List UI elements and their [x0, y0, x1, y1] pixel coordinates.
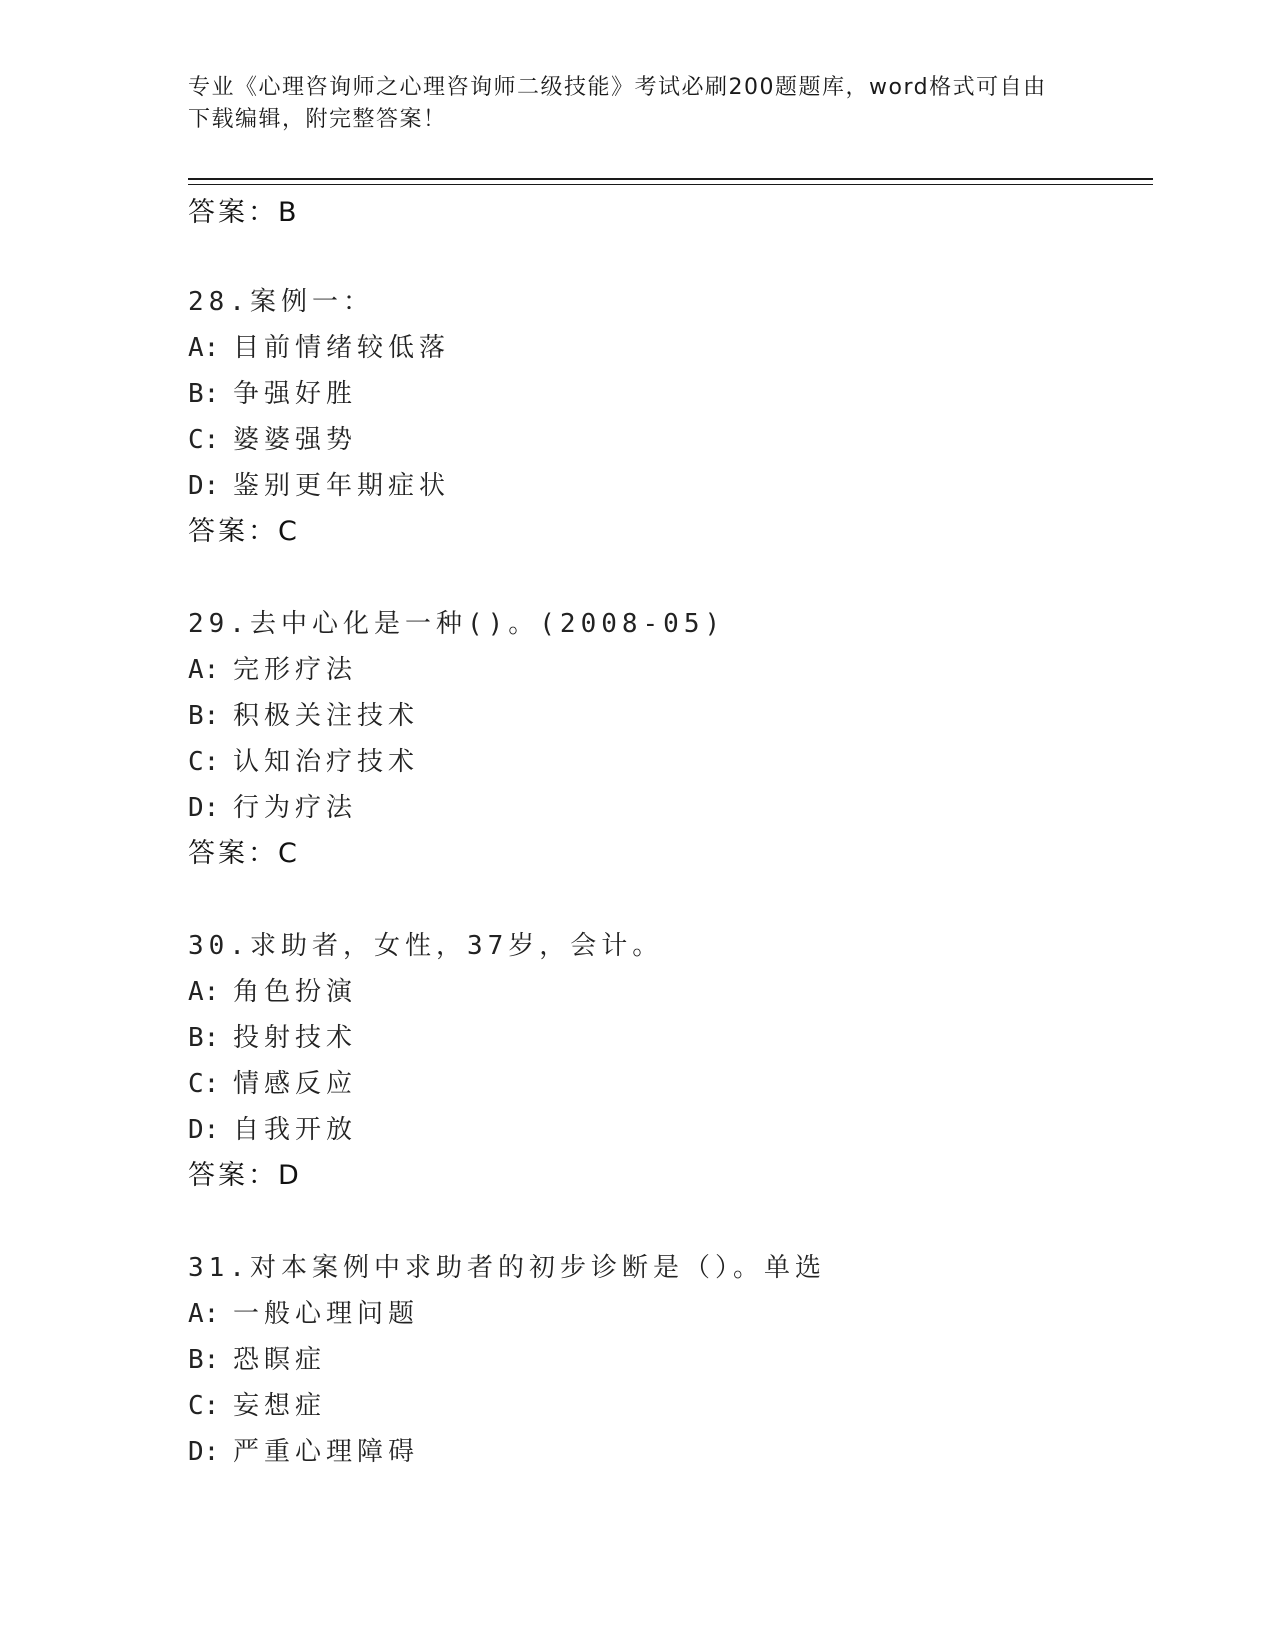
option-d [188, 1429, 1148, 1475]
option-a [188, 325, 1148, 371]
option-b [188, 1337, 1148, 1383]
option-letter: D: [188, 471, 220, 501]
header-rule-thick [188, 178, 1153, 180]
option-text: 行为疗法 [233, 793, 358, 823]
option-d [188, 1107, 1148, 1153]
option-text: 严重心理障碍 [233, 1437, 420, 1467]
option-text: 自我开放 [233, 1115, 358, 1145]
spacer [188, 555, 1148, 601]
question-block [188, 601, 1148, 877]
option-d [188, 463, 1148, 509]
option-text: 婆婆强势 [233, 425, 358, 455]
option-text: 投射技术 [233, 1023, 358, 1053]
option-text: 争强好胜 [233, 379, 358, 409]
option-letter: B: [188, 379, 220, 409]
option-letter: C: [188, 747, 220, 777]
option-letter: B: [188, 1345, 220, 1375]
document-header: 专业《心理咨询师之心理咨询师二级技能》考试必刷200题题库，word格式可自由下载编辑，附完整答案！ [188, 75, 1047, 132]
option-letter: A: [188, 977, 220, 1007]
option-text: 积极关注技术 [233, 701, 420, 731]
option-letter: B: [188, 701, 220, 731]
option-letter: B: [188, 1023, 220, 1053]
question-stem: 31.对本案例中求助者的初步诊断是（）。单选 [188, 1253, 826, 1283]
question-block [188, 1245, 1148, 1475]
option-text: 情感反应 [233, 1069, 358, 1099]
option-d [188, 785, 1148, 831]
question-stem: 29.去中心化是一种()。(2008-05) [188, 609, 726, 639]
answer-line: 答案：D [188, 1160, 302, 1191]
spacer [188, 1199, 1148, 1245]
option-text: 一般心理问题 [233, 1299, 420, 1329]
option-text: 恐瞑症 [233, 1345, 327, 1375]
answer-line: 答案：C [188, 516, 300, 547]
option-letter: A: [188, 333, 220, 363]
question-stem: 30.求助者，女性，37岁，会计。 [188, 931, 664, 961]
option-letter: C: [188, 425, 220, 455]
option-a [188, 969, 1148, 1015]
option-letter: A: [188, 1299, 220, 1329]
answer-line: 答案：C [188, 838, 300, 869]
option-a [188, 647, 1148, 693]
question-block [188, 923, 1148, 1199]
option-letter: D: [188, 1115, 220, 1145]
option-letter: C: [188, 1069, 220, 1099]
option-c [188, 417, 1148, 463]
option-letter: D: [188, 1437, 220, 1467]
question-list [188, 190, 1148, 1475]
option-c [188, 1061, 1148, 1107]
option-c [188, 1383, 1148, 1429]
option-b [188, 1015, 1148, 1061]
option-letter: C: [188, 1391, 220, 1421]
header-rule-thin [188, 184, 1153, 185]
option-text: 妄想症 [233, 1391, 327, 1421]
option-letter: D: [188, 793, 220, 823]
answer-line: 答案：B [188, 197, 300, 228]
spacer [188, 236, 1148, 279]
option-a [188, 1291, 1148, 1337]
option-text: 完形疗法 [233, 655, 358, 685]
option-letter: A: [188, 655, 220, 685]
option-c [188, 739, 1148, 785]
option-b [188, 371, 1148, 417]
question-block [188, 279, 1148, 555]
option-text: 角色扮演 [233, 977, 358, 1007]
question-stem: 28.案例一： [188, 287, 374, 317]
option-text: 认知治疗技术 [233, 747, 420, 777]
option-text: 鉴别更年期症状 [233, 471, 451, 501]
option-text: 目前情绪较低落 [233, 333, 451, 363]
option-b [188, 693, 1148, 739]
spacer [188, 877, 1148, 923]
